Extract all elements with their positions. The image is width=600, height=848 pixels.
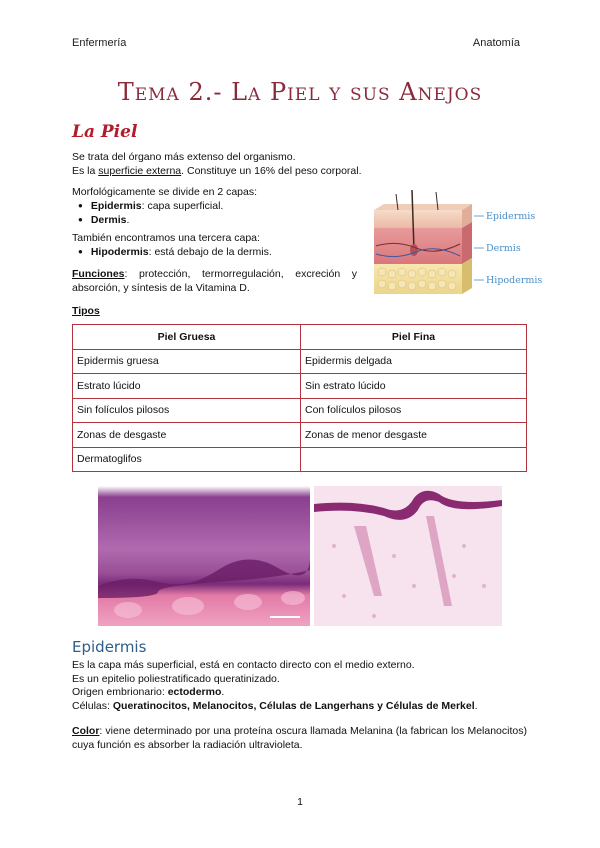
epidermis-text <box>72 659 478 713</box>
table-header-row <box>73 325 527 350</box>
color-label: Color <box>72 725 100 737</box>
diagram-label-epidermis: Epidermis <box>486 211 536 222</box>
desc: : está debajo de la dermis. <box>148 246 272 258</box>
desc: . <box>126 213 130 226</box>
table-row <box>73 374 527 399</box>
capas-list <box>78 200 223 227</box>
hipo-list <box>78 246 272 260</box>
tipos-heading: Tipos <box>72 305 100 317</box>
list-item <box>78 200 223 214</box>
page-number: 1 <box>297 796 303 808</box>
histology-thin-skin-image <box>314 486 502 626</box>
table-row <box>73 398 527 423</box>
header-left: Enfermería <box>72 37 127 49</box>
term: Hipodermis <box>90 246 149 258</box>
text: . <box>474 699 478 712</box>
epi-celulas <box>72 700 478 714</box>
diagram-label-dermis: Dermis <box>486 243 521 254</box>
desc: : capa superficial. <box>141 200 224 212</box>
underlined-term: superficie externa <box>98 164 182 177</box>
table-header: Piel Gruesa <box>73 325 301 350</box>
text: . <box>221 686 225 698</box>
header-right: Anatomía <box>472 37 520 49</box>
table-row <box>73 423 527 448</box>
term: Queratinocitos, Melanocitos, Células de Langerhans y Células de Merkel <box>112 699 475 712</box>
page-title: Tema 2.- La Piel y sus Anejos <box>117 78 483 106</box>
list-item <box>78 246 272 260</box>
table-cell: Con folículos pilosos <box>301 398 527 423</box>
term: Epidermis <box>90 200 142 212</box>
text: Es la <box>72 164 99 177</box>
table-cell: Zonas de desgaste <box>73 423 301 448</box>
table-cell: Sin folículos pilosos <box>73 398 301 423</box>
table-cell: Epidermis gruesa <box>73 349 301 374</box>
text: Células: <box>72 699 113 712</box>
table-cell: Estrato lúcido <box>73 374 301 399</box>
hipodermis-layer <box>374 264 462 294</box>
tercera-text: También encontramos una tercera capa: <box>72 232 260 244</box>
term: ectodermo <box>167 686 222 698</box>
piel-line2 <box>72 165 362 179</box>
epidermis-layer <box>374 210 462 228</box>
table-cell: Dermatoglifos <box>73 447 301 472</box>
piel-line1: Se trata del órgano más extenso del organismo. <box>72 151 296 163</box>
list-item <box>78 214 223 228</box>
funciones-label: Funciones <box>72 268 125 280</box>
dermis-layer <box>374 228 462 264</box>
histology-thick-skin-image <box>98 486 310 626</box>
morfo-text: Morfológicamente se divide en 2 capas: <box>72 186 258 198</box>
paragraph <box>72 151 362 178</box>
table-cell: Sin estrato lúcido <box>301 374 527 399</box>
tipos-table <box>72 324 527 472</box>
funciones-text <box>72 268 357 295</box>
section-heading-epidermis: Epidermis <box>72 638 147 656</box>
skin-layers-diagram <box>366 188 548 300</box>
text: Origen embrionario: <box>72 686 168 698</box>
table-cell: Epidermis delgada <box>301 349 527 374</box>
diagram-label-hipodermis: Hipodermis <box>486 275 543 286</box>
epi-line2: Es un epitelio poliestratificado queratinizado. <box>72 672 280 685</box>
term: Dermis <box>90 213 127 226</box>
funciones-desc: : protección, termorregulación, excreción y absorción, y síntesis de la Vitamina D. <box>72 268 357 294</box>
color-text <box>72 725 527 752</box>
table-cell <box>301 447 527 472</box>
epi-line1: Es la capa más superficial, está en contacto directo con el medio externo. <box>72 659 415 671</box>
table-header: Piel Fina <box>301 325 527 350</box>
epi-origen <box>72 686 478 700</box>
table-cell: Zonas de menor desgaste <box>301 423 527 448</box>
table-row <box>73 447 527 472</box>
table-row <box>73 349 527 374</box>
color-desc: : viene determinado por una proteína oscura llamada Melanina (la fabrican los Melanocitos) cuya función es absorber la radiación ultravioleta. <box>72 725 527 751</box>
text: . Constituye un 16% del peso corporal. <box>181 164 362 177</box>
section-heading-piel: La Piel <box>72 122 138 142</box>
